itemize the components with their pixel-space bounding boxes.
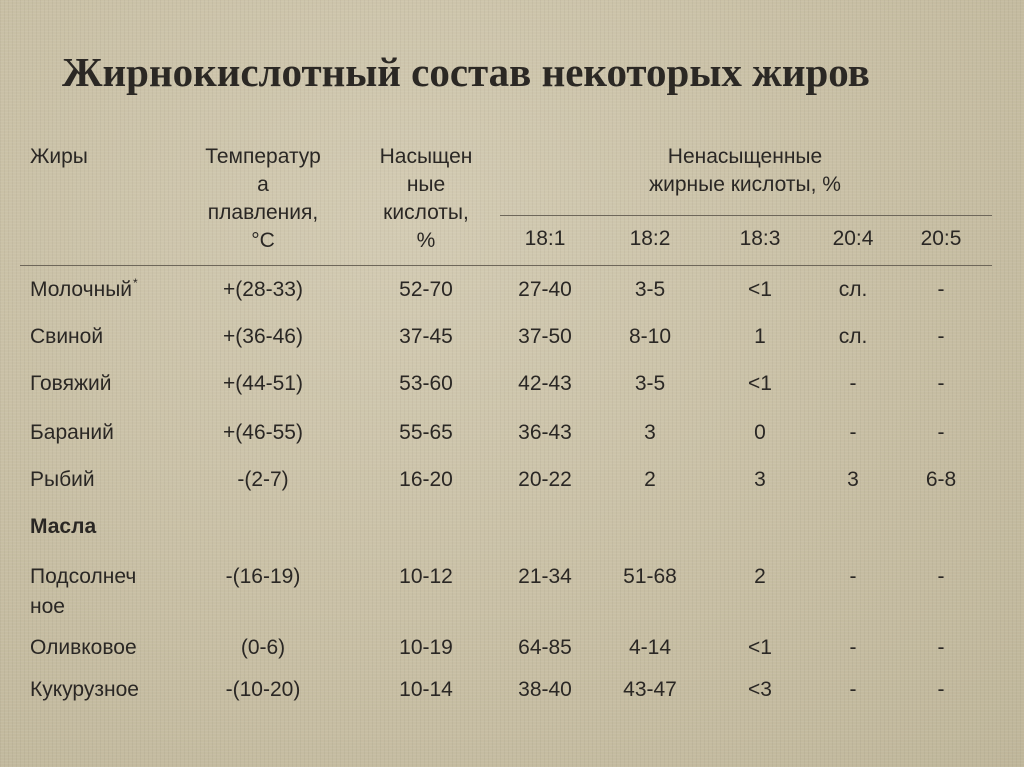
row-name: Бараний [30, 421, 114, 444]
cell-18-3: 1 [754, 325, 766, 348]
cell-18-1: 21-34 [518, 565, 572, 588]
cell-18-2: 3-5 [634, 278, 666, 301]
subheader-20-5: 20:5 [920, 227, 962, 250]
cell-saturated: 16-20 [399, 468, 453, 491]
header-sat-line: % [416, 229, 436, 252]
cell-18-2: 3-5 [634, 372, 666, 395]
cell-18-1: 20-22 [518, 468, 572, 491]
cell-20-4: - [849, 372, 857, 395]
header-unsat-line: Ненасыщенные [667, 145, 823, 168]
cell-18-3: <1 [748, 372, 772, 395]
cell-20-4: - [849, 678, 857, 701]
header-melt-line: плавления, [207, 201, 319, 224]
cell-18-3: <1 [748, 636, 772, 659]
cell-20-4: - [849, 421, 857, 444]
header-melting-temperature [178, 143, 348, 255]
cell-20-4: сл. [838, 278, 868, 301]
cell-melting: -(10-20) [225, 678, 301, 701]
cell-20-4: - [849, 565, 857, 588]
subheader-18-2: 18:2 [629, 227, 671, 250]
cell-18-1: 37-50 [518, 325, 572, 348]
cell-20-4: - [849, 636, 857, 659]
row-name: Свиной [30, 325, 104, 348]
cell-saturated: 10-19 [399, 636, 453, 659]
cell-20-5: - [937, 372, 945, 395]
cell-18-1: 42-43 [518, 372, 572, 395]
subheader-18-3: 18:3 [739, 227, 781, 250]
row-name-text: Молочный [30, 278, 133, 301]
cell-18-1: 64-85 [518, 636, 572, 659]
slide-title: Жирнокислотный состав некоторых жиров [62, 49, 870, 95]
cell-18-1: 38-40 [518, 678, 572, 701]
subheader-rule [500, 215, 992, 216]
header-unsat-line: жирные кислоты, % [649, 173, 841, 196]
cell-saturated: 10-12 [399, 565, 453, 588]
cell-melting: +(28-33) [223, 278, 303, 301]
cell-20-4: сл. [838, 325, 868, 348]
row-name [30, 277, 138, 305]
cell-saturated: 55-65 [399, 421, 453, 444]
cell-18-2: 2 [644, 468, 656, 491]
header-bottom-rule [20, 265, 992, 266]
cell-20-5: - [937, 636, 945, 659]
cell-18-2: 4-14 [628, 636, 672, 659]
cell-melting: (0-6) [240, 636, 286, 659]
footnote-mark: * [133, 276, 138, 290]
row-name: Рыбий [30, 468, 95, 491]
header-melt-line: а [257, 173, 269, 196]
header-sat-line: Насыщен [379, 145, 473, 168]
header-saturated-acids [358, 143, 494, 255]
cell-saturated: 37-45 [399, 325, 453, 348]
cell-saturated: 53-60 [399, 372, 453, 395]
cell-melting: -(2-7) [237, 468, 289, 491]
cell-20-5: - [937, 325, 945, 348]
cell-18-3: <3 [748, 678, 772, 701]
cell-18-2: 51-68 [623, 565, 677, 588]
header-melt-line: °С [251, 229, 275, 252]
subheader-18-1: 18:1 [524, 227, 566, 250]
cell-20-5: - [937, 678, 945, 701]
cell-melting: +(36-46) [223, 325, 303, 348]
cell-18-3: 2 [754, 565, 766, 588]
header-sat-line: ные [406, 173, 446, 196]
cell-18-3: 3 [754, 468, 766, 491]
cell-melting: -(16-19) [225, 565, 301, 588]
cell-18-3: 0 [754, 421, 766, 444]
cell-melting: +(44-51) [223, 372, 303, 395]
cell-saturated: 52-70 [399, 278, 453, 301]
cell-18-1: 36-43 [518, 421, 572, 444]
header-fats: Жиры [30, 145, 88, 168]
cell-18-1: 27-40 [518, 278, 572, 301]
cell-20-5: 6-8 [925, 468, 957, 491]
row-name: Говяжий [30, 372, 112, 395]
row-name: Оливковое [30, 636, 137, 659]
cell-20-4: 3 [847, 468, 859, 491]
header-melt-line: Температур [205, 145, 321, 168]
cell-18-2: 43-47 [623, 678, 677, 701]
row-name-continued: ное [30, 595, 65, 618]
section-heading-oils: Масла [30, 515, 97, 538]
cell-20-5: - [937, 565, 945, 588]
row-name: Подсолнеч [30, 565, 137, 588]
cell-18-2: 3 [644, 421, 656, 444]
header-unsaturated-acids [560, 143, 930, 199]
row-name: Кукурузное [30, 678, 139, 701]
header-sat-line: кислоты, [383, 201, 469, 224]
cell-18-3: <1 [748, 278, 772, 301]
cell-20-5: - [937, 278, 945, 301]
cell-melting: +(46-55) [223, 421, 303, 444]
cell-saturated: 10-14 [399, 678, 453, 701]
subheader-20-4: 20:4 [832, 227, 874, 250]
cell-18-2: 8-10 [628, 325, 672, 348]
cell-20-5: - [937, 421, 945, 444]
